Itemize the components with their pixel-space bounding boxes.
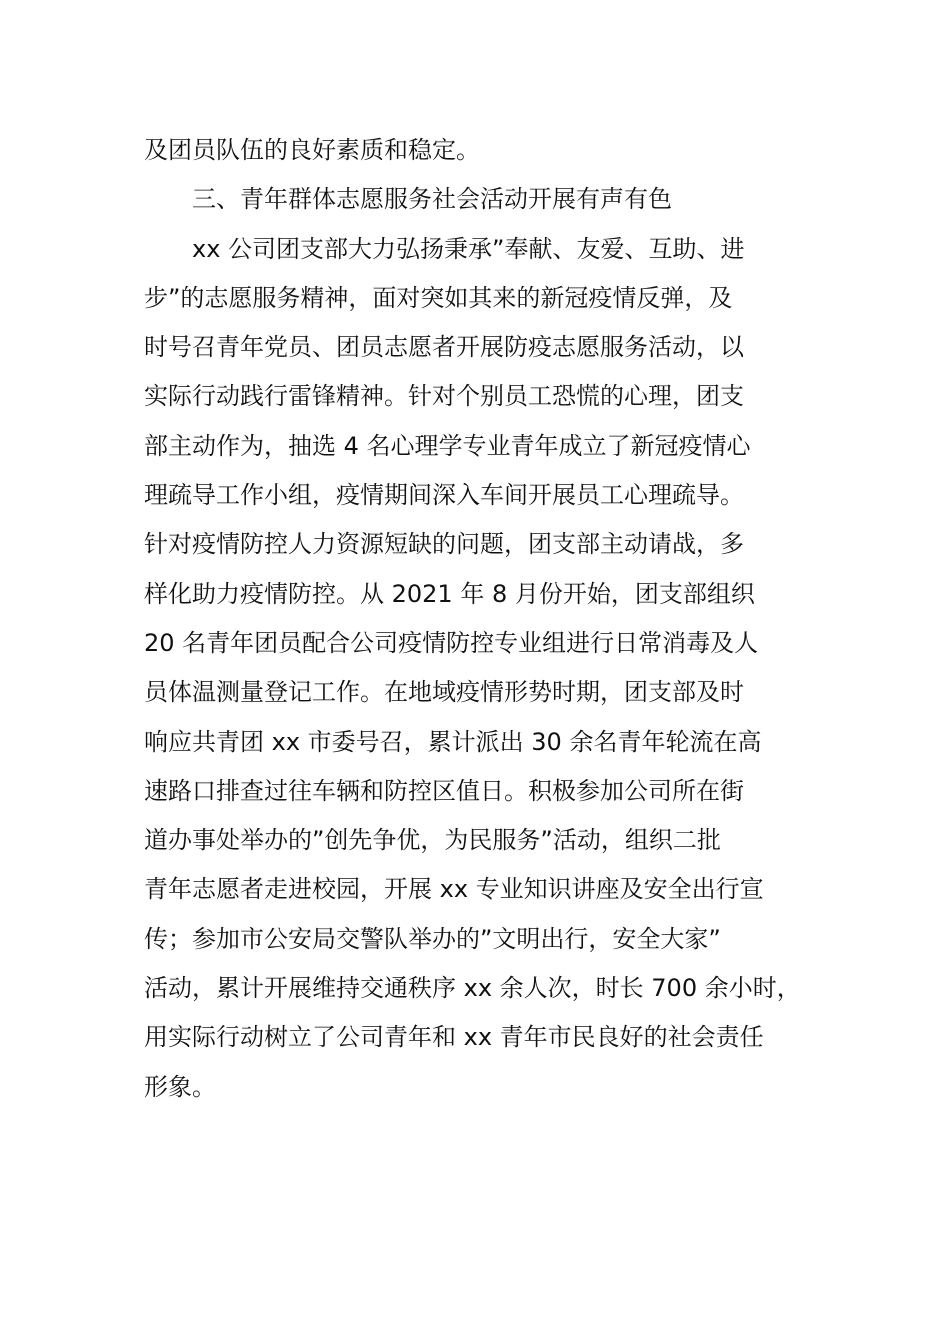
body-line-10: 样化助力疫情防控。从 2021 年 8 月份开始，团支部组织 (144, 579, 755, 608)
document-body (144, 126, 844, 1112)
body-line-20: 形象。 (144, 1072, 216, 1101)
body-line-4: 步”的志愿服务精神，面对突如其来的新冠疫情反弹，及 (144, 283, 733, 312)
body-line-14: 速路口排查过往车辆和防控区值日。积极参加公司所在街 (144, 776, 744, 805)
body-line-5: 时号召青年党员、团员志愿者开展防疫志愿服务活动，以 (144, 333, 744, 362)
body-line-18: 活动，累计开展维持交通秩序 xx 余人次，时长 700 余小时， (144, 974, 801, 1003)
paragraph-first-line: xx 公司团支部大力弘扬秉承”奉献、友爱、互助、进 (192, 234, 745, 263)
body-line-13: 响应共青团 xx 市委号召，累计派出 30 余名青年轮流在高 (144, 727, 762, 756)
body-line-19: 用实际行动树立了公司青年和 xx 青年市民良好的社会责任 (144, 1023, 764, 1052)
body-line-15: 道办事处举办的”创先争优，为民服务”活动，组织二批 (144, 826, 721, 855)
section-heading: 三、青年群体志愿服务社会活动开展有声有色 (192, 185, 672, 214)
body-line-7: 部主动作为，抽选 4 名心理学专业青年成立了新冠疫情心 (144, 431, 751, 460)
body-line-8: 理疏导工作小组，疫情期间深入车间开展员工心理疏导。 (144, 481, 744, 510)
body-line-12: 员体温测量登记工作。在地域疫情形势时期，团支部及时 (144, 678, 744, 707)
body-line-1: 及团员队伍的良好素质和稳定。 (144, 136, 480, 164)
body-line-11: 20 名青年团员配合公司疫情防控专业组进行日常消毒及人 (144, 628, 759, 657)
body-line-6: 实际行动践行雷锋精神。针对个别员工恐慌的心理，团支 (144, 382, 744, 411)
body-line-16: 青年志愿者走进校园，开展 xx 专业知识讲座及安全出行宣 (144, 875, 764, 904)
body-line-9: 针对疫情防控人力资源短缺的问题，团支部主动请战，多 (144, 530, 744, 559)
body-line-17: 传；参加市公安局交警队举办的”文明出行，安全大家” (144, 924, 721, 953)
